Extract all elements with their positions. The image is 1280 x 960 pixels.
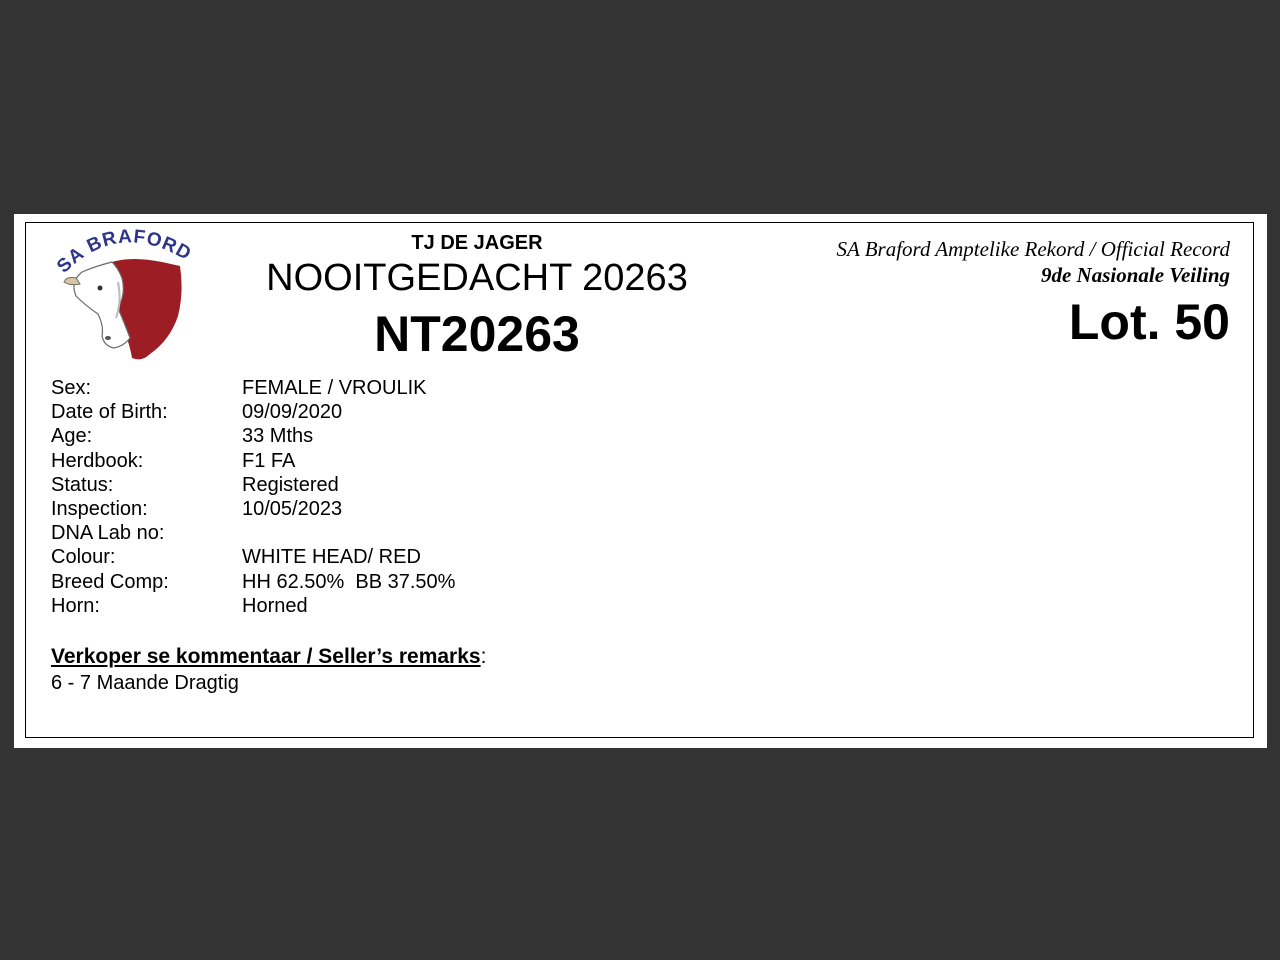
lot-number: Lot. 50 xyxy=(1068,294,1230,350)
detail-value: Horned xyxy=(242,594,308,617)
detail-label: Colour: xyxy=(51,546,116,569)
logo-text: SA BRAFORD xyxy=(53,226,196,278)
animal-details xyxy=(51,376,651,618)
detail-value: WHITE HEAD/ RED xyxy=(242,546,421,569)
detail-row-status xyxy=(51,473,651,497)
detail-value: 33 Mths xyxy=(242,425,314,448)
detail-value: F1 FA xyxy=(242,449,296,472)
detail-value: HH 62.50% BB 37.50% xyxy=(242,570,456,593)
owner-name: TJ DE JAGER xyxy=(411,232,543,254)
detail-label: Herdbook: xyxy=(51,449,144,472)
record-title: SA Braford Amptelike Rekord / Official Record xyxy=(836,237,1230,261)
remarks-heading xyxy=(51,644,486,670)
detail-label: DNA Lab no: xyxy=(51,522,165,545)
remarks-heading-label: Verkoper se kommentaar / Seller’s remarks xyxy=(51,645,481,668)
detail-label: Sex: xyxy=(51,377,92,399)
detail-label: Inspection: xyxy=(51,497,148,520)
detail-value: 09/09/2020 xyxy=(242,401,343,424)
remarks-heading-colon: : xyxy=(480,645,487,668)
detail-row-colour xyxy=(51,545,651,569)
detail-row-date-of-birth xyxy=(51,400,651,424)
detail-row-sex xyxy=(51,376,651,400)
detail-row-horn xyxy=(51,594,651,618)
detail-value: Registered xyxy=(242,473,339,496)
detail-row-breed-comp xyxy=(51,570,651,594)
remarks-text: 6 - 7 Maande Dragtig xyxy=(51,672,239,694)
auction-event: 9de Nasionale Veiling xyxy=(1040,263,1230,287)
detail-row-herdbook xyxy=(51,449,651,473)
animal-name: NOOITGEDACHT 20263 xyxy=(266,257,688,299)
cattle-head-logo-icon xyxy=(52,222,204,364)
record-card xyxy=(14,214,1267,748)
detail-row-dna-lab-no xyxy=(51,521,651,545)
detail-label: Date of Birth: xyxy=(51,401,168,424)
detail-label: Status: xyxy=(51,473,114,496)
detail-row-age xyxy=(51,424,651,448)
animal-id: NT20263 xyxy=(374,306,580,362)
detail-label: Age: xyxy=(51,425,93,448)
detail-label: Horn: xyxy=(51,594,100,617)
detail-value: FEMALE / VROULIK xyxy=(242,377,427,399)
detail-label: Breed Comp: xyxy=(51,570,169,593)
detail-value: 10/05/2023 xyxy=(242,497,343,520)
detail-row-inspection xyxy=(51,497,651,521)
